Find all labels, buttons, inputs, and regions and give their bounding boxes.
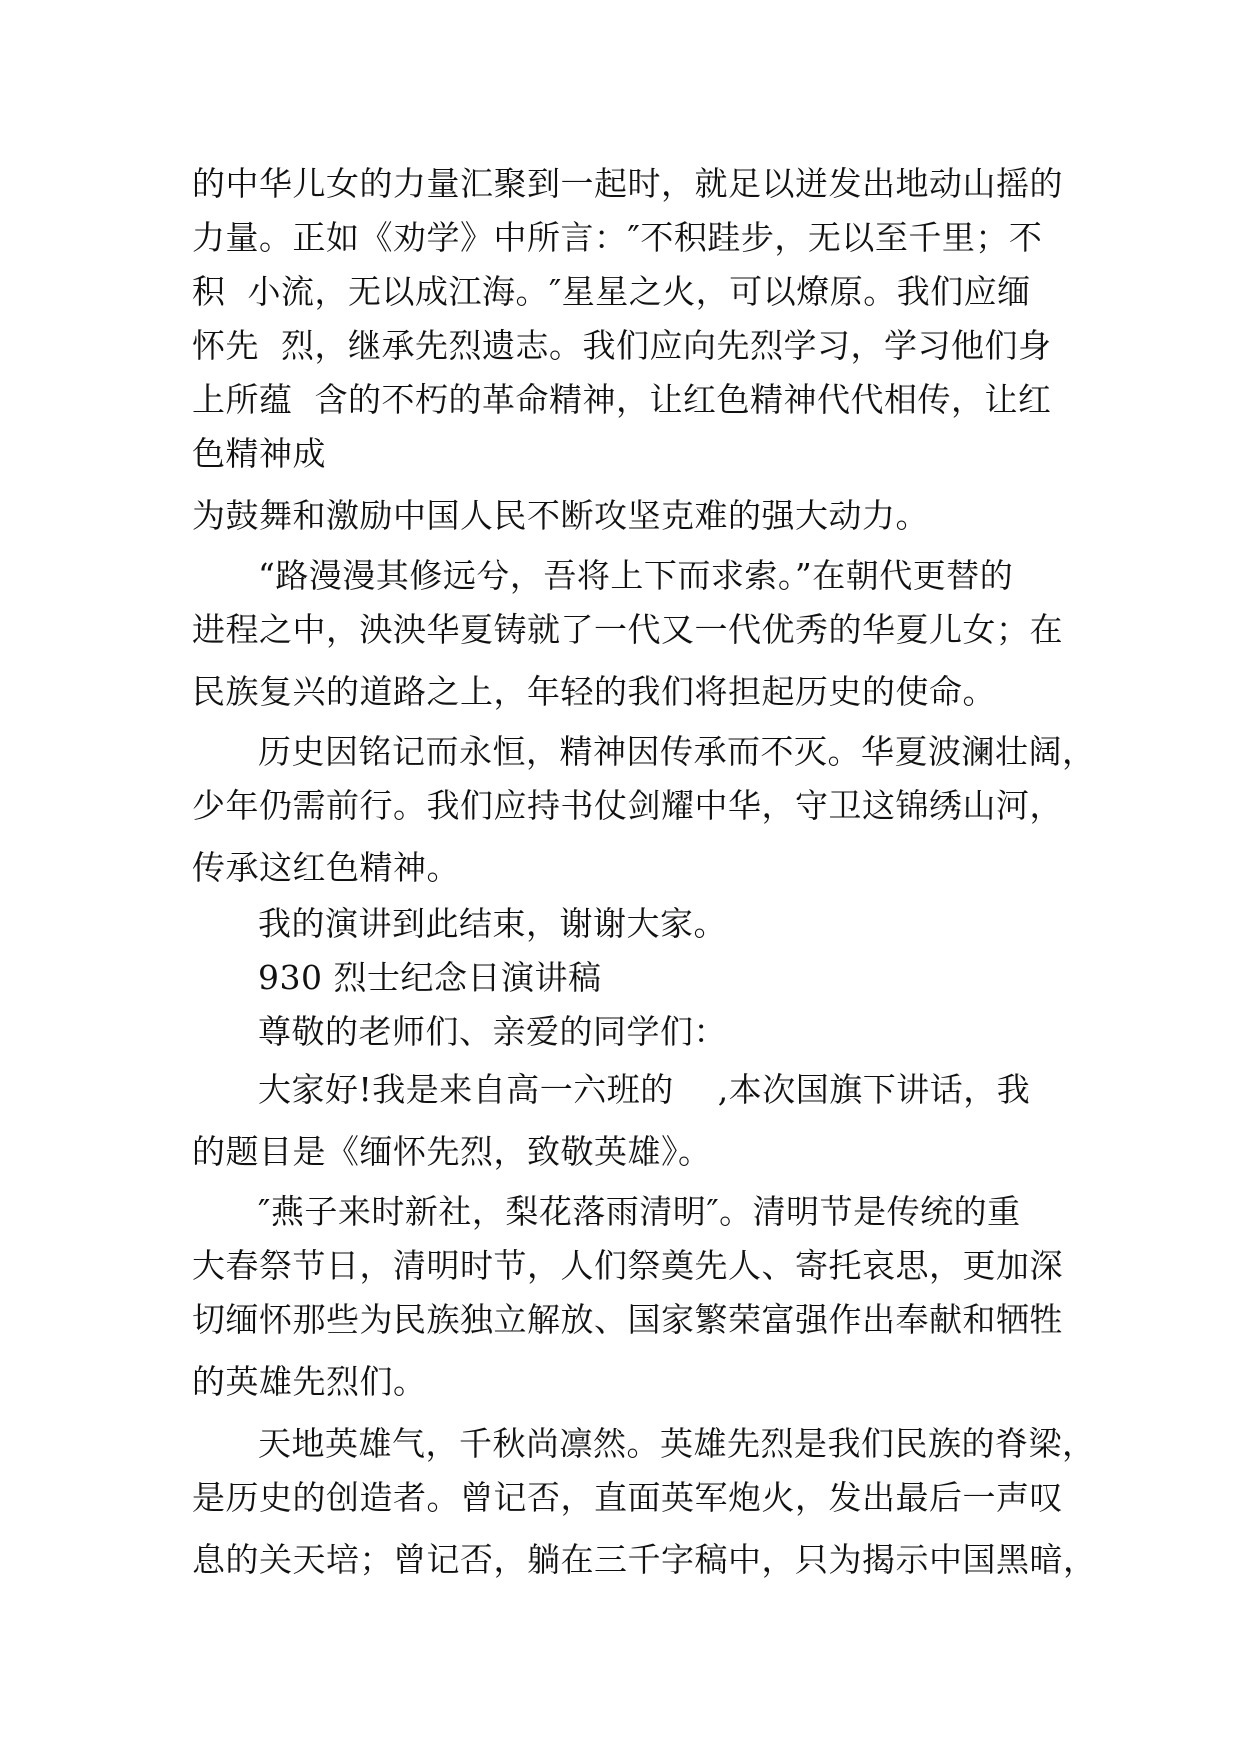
text-line: 历史因铭记而永恒，精神因传承而不灭。华夏波澜壮阔，	[258, 732, 1096, 771]
text-line: 积 小流，无以成江海。″星星之火，可以燎原。我们应缅	[192, 272, 1031, 311]
text-line: 尊敬的老师们、亲爱的同学们：	[258, 1012, 727, 1051]
text-line: 少年仍需前行。我们应持书仗剑耀中华，守卫这锦绣山河，	[192, 786, 1063, 825]
text-line: 力量。正如《劝学》中所言：″不积跬步，无以至千里；不	[192, 218, 1043, 257]
text-line: 民族复兴的道路之上，年轻的我们将担起历史的使命。	[192, 672, 996, 711]
text-line: 的中华儿女的力量汇聚到一起时，就足以迸发出地动山摇的	[192, 164, 1063, 203]
text-line: 怀先 烈，继承先烈遗志。我们应向先烈学习，学习他们身	[192, 326, 1052, 365]
text-line: 是历史的创造者。曾记否，直面英军炮火，发出最后一声叹	[192, 1478, 1063, 1517]
text-line: 为鼓舞和激励中国人民不断攻坚克难的强大动力。	[192, 496, 929, 535]
text-line: 大家好!我是来自高一六班的 ,本次国旗下讲话，我	[258, 1070, 1031, 1109]
text-line: 色精神成	[192, 434, 326, 473]
text-line: 的英雄先烈们。	[192, 1362, 427, 1401]
text-line: 息的关天培；曾记否，躺在三千字稿中，只为揭示中国黑暗，	[192, 1540, 1097, 1579]
heading-line: 930 烈士纪念日演讲稿	[258, 958, 602, 997]
text-line: 传承这红色精神。	[192, 848, 460, 887]
text-line: ″燕子来时新社，梨花落雨清明″。清明节是传统的重	[258, 1192, 1021, 1231]
text-line: 的题目是《缅怀先烈，致敬英雄》。	[192, 1132, 712, 1171]
text-line: 大春祭节日，清明时节，人们祭奠先人、寄托哀思，更加深	[192, 1246, 1063, 1285]
text-line: 我的演讲到此结束，谢谢大家。	[258, 904, 727, 943]
text-line: 上所蕴 含的不朽的革命精神，让红色精神代代相传，让红	[192, 380, 1052, 419]
text-line: 切缅怀那些为民族独立解放、国家繁荣富强作出奉献和牺牲	[192, 1300, 1063, 1339]
text-line: 天地英雄气，千秋尚凛然。英雄先烈是我们民族的脊梁，	[258, 1424, 1096, 1463]
text-line: 进程之中，泱泱华夏铸就了一代又一代优秀的华夏儿女；在	[192, 610, 1063, 649]
text-line: “路漫漫其修远兮，吾将上下而求索。”在朝代更替的	[258, 556, 1014, 595]
